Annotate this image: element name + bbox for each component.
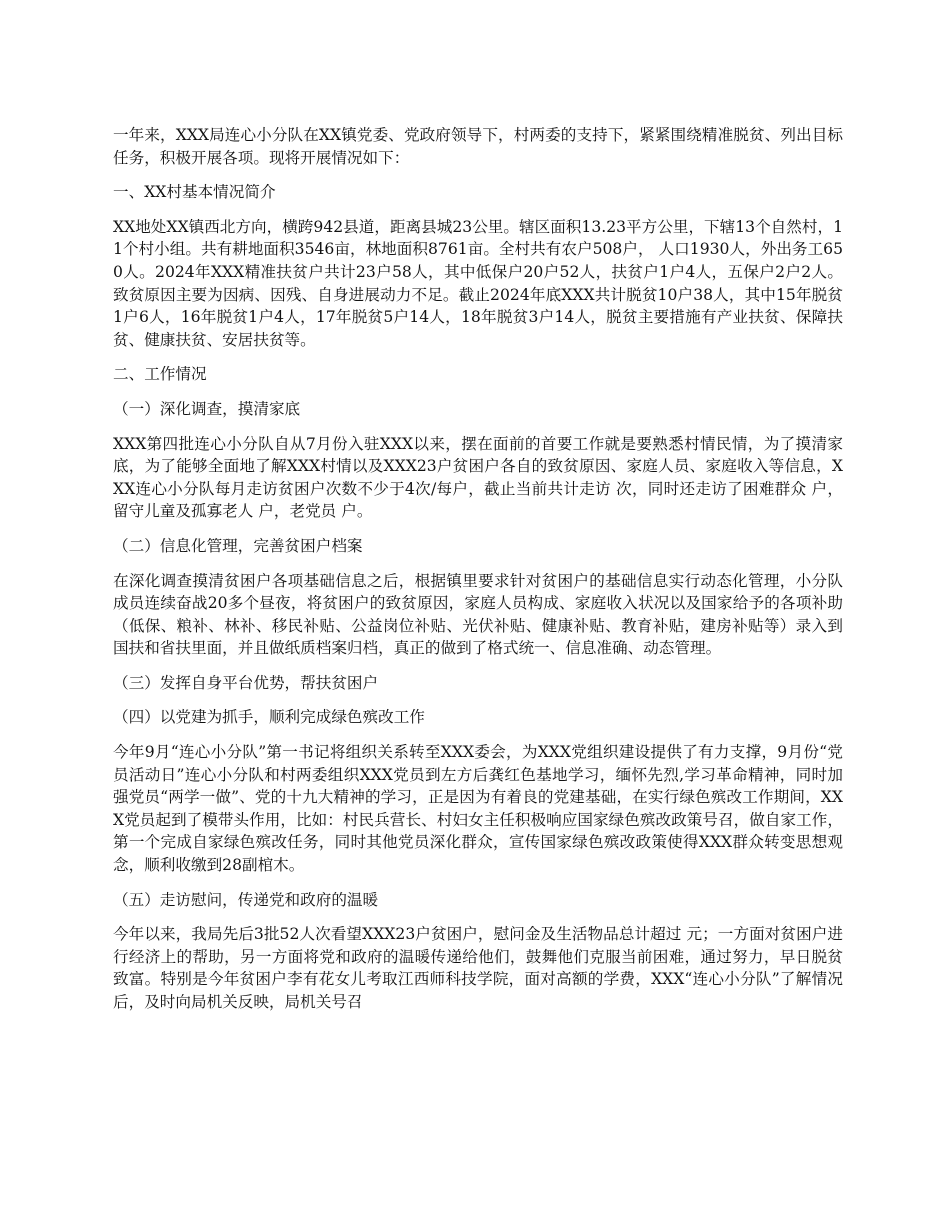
subsection-heading-5: （五）走访慰问，传递党和政府的温暖 — [113, 890, 379, 909]
section-heading-2: 二、工作情况 — [113, 365, 207, 384]
village-overview-paragraph: XX地处XX镇西北方向，横跨942县道，距离县城23公里。辖区面积13.23平方公里，下辖13个自然村，11个村小组。共有耕地面积3546亩，林地面积8761亩。全村共有农户508户， 人口1930人，外出务工650人。2024年XXX精准扶贫户共计23户58人，其中低保户20户52人，扶贫户1户4人，五保户2户2人。致贫原因主要为因病、因残、自身进展动力不足。截止2024年底XXX共计脱贫10户38人，其中15年脱贫1户6人，16年脱贫1户4人，17年脱贫5户14人，18年脱贫3户14人，脱贫主要措施有产业扶贫、保障扶贫、健康扶贫、安居扶贫等。 — [113, 217, 843, 349]
party-building-paragraph: 今年9月“连心小分队”第一书记将组织关系转至XXX委会，为XXX党组织建设提供了有力支撑，9月份“党员活动日”连心小分队和村两委组织XXX党员到左方后龚红色基地学习，缅怀先烈,学习革命精神，同时加强党员“两学一做”、党的十九大精神的学习，正是因为有着良的党建基础，在实行绿色殡改工作期间，XXX党员起到了模带头作用，比如：村民兵营长、村妇女主任积极响应国家绿色殡改政策号召，做自家工作，第一个完成自家绿色殡改任务，同时其他党员深化群众，宣传国家绿色殡改政策使得XXX群众转变思想观念，顺利收缴到28副棺木。 — [113, 743, 843, 875]
subsection-heading-2: （二）信息化管理，完善贫困户档案 — [113, 536, 363, 555]
subsection-heading-4: （四）以党建为抓手，顺利完成绿色殡改工作 — [113, 708, 425, 727]
section-heading-1: 一、XX村基本情况简介 — [113, 183, 276, 202]
document-body — [113, 124, 843, 1026]
subsection-heading-1: （一）深化调查，摸清家底 — [113, 399, 301, 418]
records-paragraph: 在深化调查摸清贫困户各项基础信息之后，根据镇里要求针对贫困户的基础信息实行动态化管理，小分队成员连续奋战20多个昼夜，将贫困户的致贫原因，家庭人员构成、家庭收入状况以及国家给予的各项补助（低保、粮补、林补、移民补贴、公益岗位补贴、光伏补贴、健康补贴、教育补贴，建房补贴等）录入到国扶和省扶里面，并且做纸质档案归档，真正的做到了格式统一、信息准确、动态管理。 — [113, 571, 843, 658]
subsection-heading-3: （三）发挥自身平台优势，帮扶贫困户 — [113, 673, 379, 692]
intro-paragraph: 一年来，XXX局连心小分队在XX镇党委、党政府领导下，村两委的支持下，紧紧围绕精准脱贫、列出目标任务，积极开展各项。现将开展情况如下： — [113, 126, 843, 167]
visits-paragraph: 今年以来，我局先后3批52人次看望XXX23户贫困户，慰问金及生活物品总计超过 元；一方面对贫困户进行经济上的帮助，另一方面将党和政府的温暖传递给他们，鼓舞他们克服当前困难，通过努力，早日脱贫致富。特别是今年贫困户李有花女儿考取江西师科技学院，面对高额的学费，XXX“连心小分队”了解情况后，及时向局机关反映，局机关号召 — [113, 925, 843, 1011]
investigation-paragraph: XXX第四批连心小分队自从7月份入驻XXX以来，摆在面前的首要工作就是要熟悉村情民情，为了摸清家底，为了能够全面地了解XXX村情以及XXX23户贫困户各自的致贫原因、家庭人员、家庭收入等信息，XXX连心小分队每月走访贫困户次数不少于4次/每户，截止当前共计走访 次，同时还走访了困难群众 户，留守儿童及孤寡老人 户，老党员 户。 — [113, 434, 843, 521]
